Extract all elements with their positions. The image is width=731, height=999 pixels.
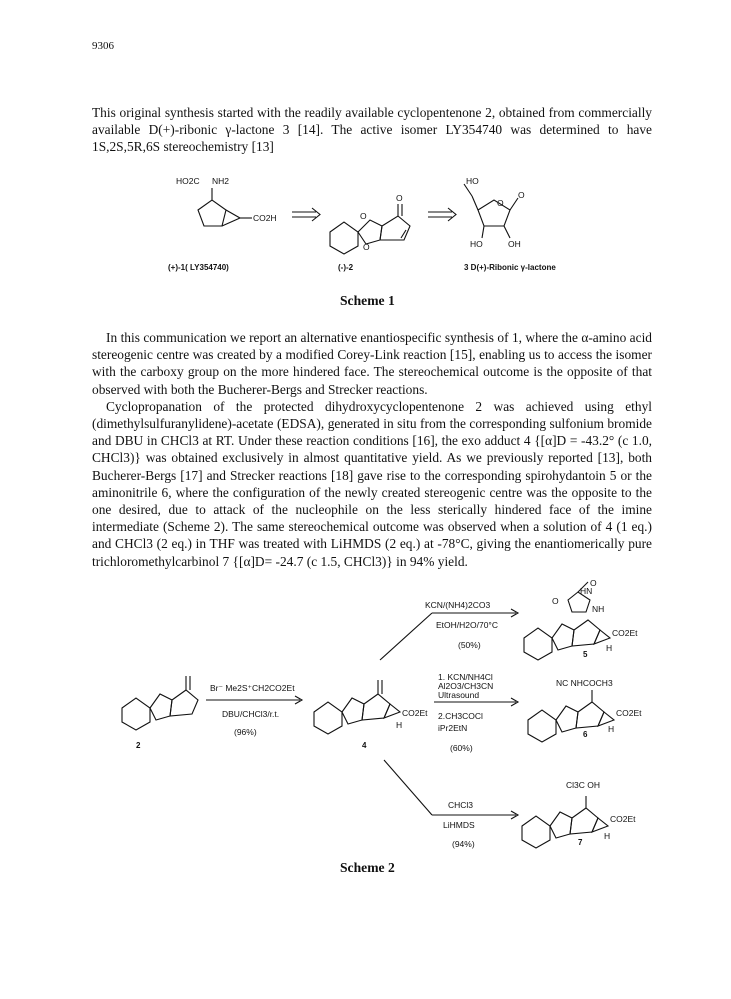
- arrow-to-7: [432, 811, 518, 819]
- compound-2-label: (-)-2: [338, 263, 354, 272]
- ho2c-label: HO2C: [176, 176, 200, 186]
- ring-o2-label: O: [363, 242, 370, 252]
- cmpd-7-co2et: CO2Et: [610, 814, 636, 824]
- branch-line-top: [380, 613, 432, 660]
- r2-line3: Ultrasound: [438, 690, 480, 700]
- cmpd-6-co2et: CO2Et: [616, 708, 642, 718]
- r3-bottom: LiHMDS: [443, 820, 475, 830]
- cmpd-5-h: H: [606, 643, 613, 653]
- cmpd-5-o-left: O: [552, 596, 559, 606]
- paragraph-cyclopropanation-text: Cyclopropanation of the protected dihydroxycyclopentenone 2 was achieved using ethyl (dimethylsulfuranylidene)-acetate (EDSA), generated in situ from the corresponding sulfonium bromide and DBU in CHCl3 at RT. Under these reaction conditions [16], the exo adduct 4 {[α]D = -43.2° (c 1.0, CHCl3)} was obtained exclusively in almost quantitative yield. As we previously reported [13], both Bucherer-Bergs [17] and Strecker reactions [18] gave rise to the corresponding spirohydantoin 5 or the aminonitrile 6, where the configuration of the newly created stereogenic centre was the opposite to the one desired, due to attack of the nucleophile on the less sterically hindered face of the imine intermediate (Scheme 2). The same stereochemical outcome was observed when a solution of 4 (1 eq.) and CHCl3 (2 eq.) in THF was treated with LiHMDS (2 eq.) at -78°C, giving the enantiomerically pure trichloromethylcarbinol 7 {[α]D= -24.7 (c 1.5, CHCl3)} in 94% yield.: [92, 398, 652, 569]
- r1-top: KCN/(NH4)2CO3: [425, 600, 491, 610]
- r3-yield: (94%): [452, 839, 475, 849]
- compound-6-structure: [528, 690, 614, 742]
- cmpd-5-hn: HN: [580, 586, 593, 596]
- r1-bottom: EtOH/H2O/70°C: [436, 620, 498, 630]
- cmpd-4-number: 4: [362, 741, 367, 750]
- co2h-label: CO2H: [253, 213, 277, 223]
- r2-line4: 2.CH3COCl: [438, 711, 483, 721]
- main-yield: (96%): [234, 727, 257, 737]
- cmpd-5-co2et: CO2Et: [612, 628, 638, 638]
- ketone-o-label: O: [396, 193, 403, 203]
- carbonyl-o-label: O: [518, 190, 525, 200]
- cmpd-5-nh: NH: [592, 604, 605, 614]
- arrow-to-5: [432, 609, 518, 617]
- nh2-label: NH2: [212, 176, 230, 186]
- page-number: 9306: [92, 40, 114, 52]
- cmpd-4-h: H: [396, 720, 403, 730]
- ring-o-label: O: [360, 211, 367, 221]
- r1-yield: (50%): [458, 640, 481, 650]
- r2-line2: Al2O3/CH3CN: [438, 681, 494, 691]
- scheme-1-caption: Scheme 1: [340, 293, 395, 308]
- r3-top: CHCl3: [448, 800, 474, 810]
- cmpd-7-number: 7: [578, 838, 583, 847]
- lactone-o-label: O: [497, 198, 504, 208]
- cmpd-7-h: H: [604, 831, 611, 841]
- r2-line1: 1. KCN/NH4Cl: [438, 672, 493, 682]
- r2-line5: iPr2EtN: [438, 723, 468, 733]
- paragraph-communication-text: In this communication we report an alternative enantiospecific synthesis of 1, where the α-amino acid stereogenic centre was created by a modified Corey-Link reaction [15], enabling us to access the isomer with the carboxy group on the more hindered face. The stereochemical outcome is the opposite of that observed with both the Bucherer-Bergs and Strecker reactions.: [92, 330, 652, 397]
- compound-2-scheme2-structure: [122, 676, 198, 730]
- compound-3-label: 3 D(+)-Ribonic γ-lactone: [464, 263, 556, 272]
- cmpd-5-o-top: O: [590, 578, 597, 588]
- ho-top-label: HO: [466, 176, 479, 186]
- scheme-2-caption: Scheme 2: [340, 860, 395, 875]
- compound-4-structure: [314, 680, 403, 734]
- cmpd-2-number: 2: [136, 741, 141, 750]
- compound-7-structure: [522, 796, 611, 848]
- compound-1-label: (+)-1( LY354740): [168, 263, 229, 272]
- oh-label: OH: [508, 239, 521, 249]
- r2-yield: (60%): [450, 743, 473, 753]
- cmpd-6-h: H: [608, 724, 615, 734]
- main-conditions: DBU/CHCl3/r.t.: [222, 709, 280, 719]
- main-reaction-arrow: [206, 696, 302, 704]
- cmpd-6-number: 6: [583, 730, 588, 739]
- branch-line-bottom: [384, 760, 432, 815]
- main-reagent: Br⁻ Me2S⁺CH2CO2Et: [210, 683, 295, 693]
- cmpd-5-number: 5: [583, 650, 588, 659]
- compound-5-structure: [524, 582, 613, 660]
- cmpd-7-cl3c-oh: Cl3C OH: [566, 780, 601, 790]
- paragraph-intro: This original synthesis started with the readily available cyclopentenone 2, obtained from commercially available D(+)-ribonic γ-lactone 3 [14]. The active isomer LY354740 was determined to have 1S,2S,5R,6S stereochemistry [13]: [92, 105, 652, 155]
- cmpd-4-co2et: CO2Et: [402, 708, 428, 718]
- ho-bottom-label: HO: [470, 239, 483, 249]
- cmpd-6-nc-nhcoch3: NC NHCOCH3: [556, 678, 613, 688]
